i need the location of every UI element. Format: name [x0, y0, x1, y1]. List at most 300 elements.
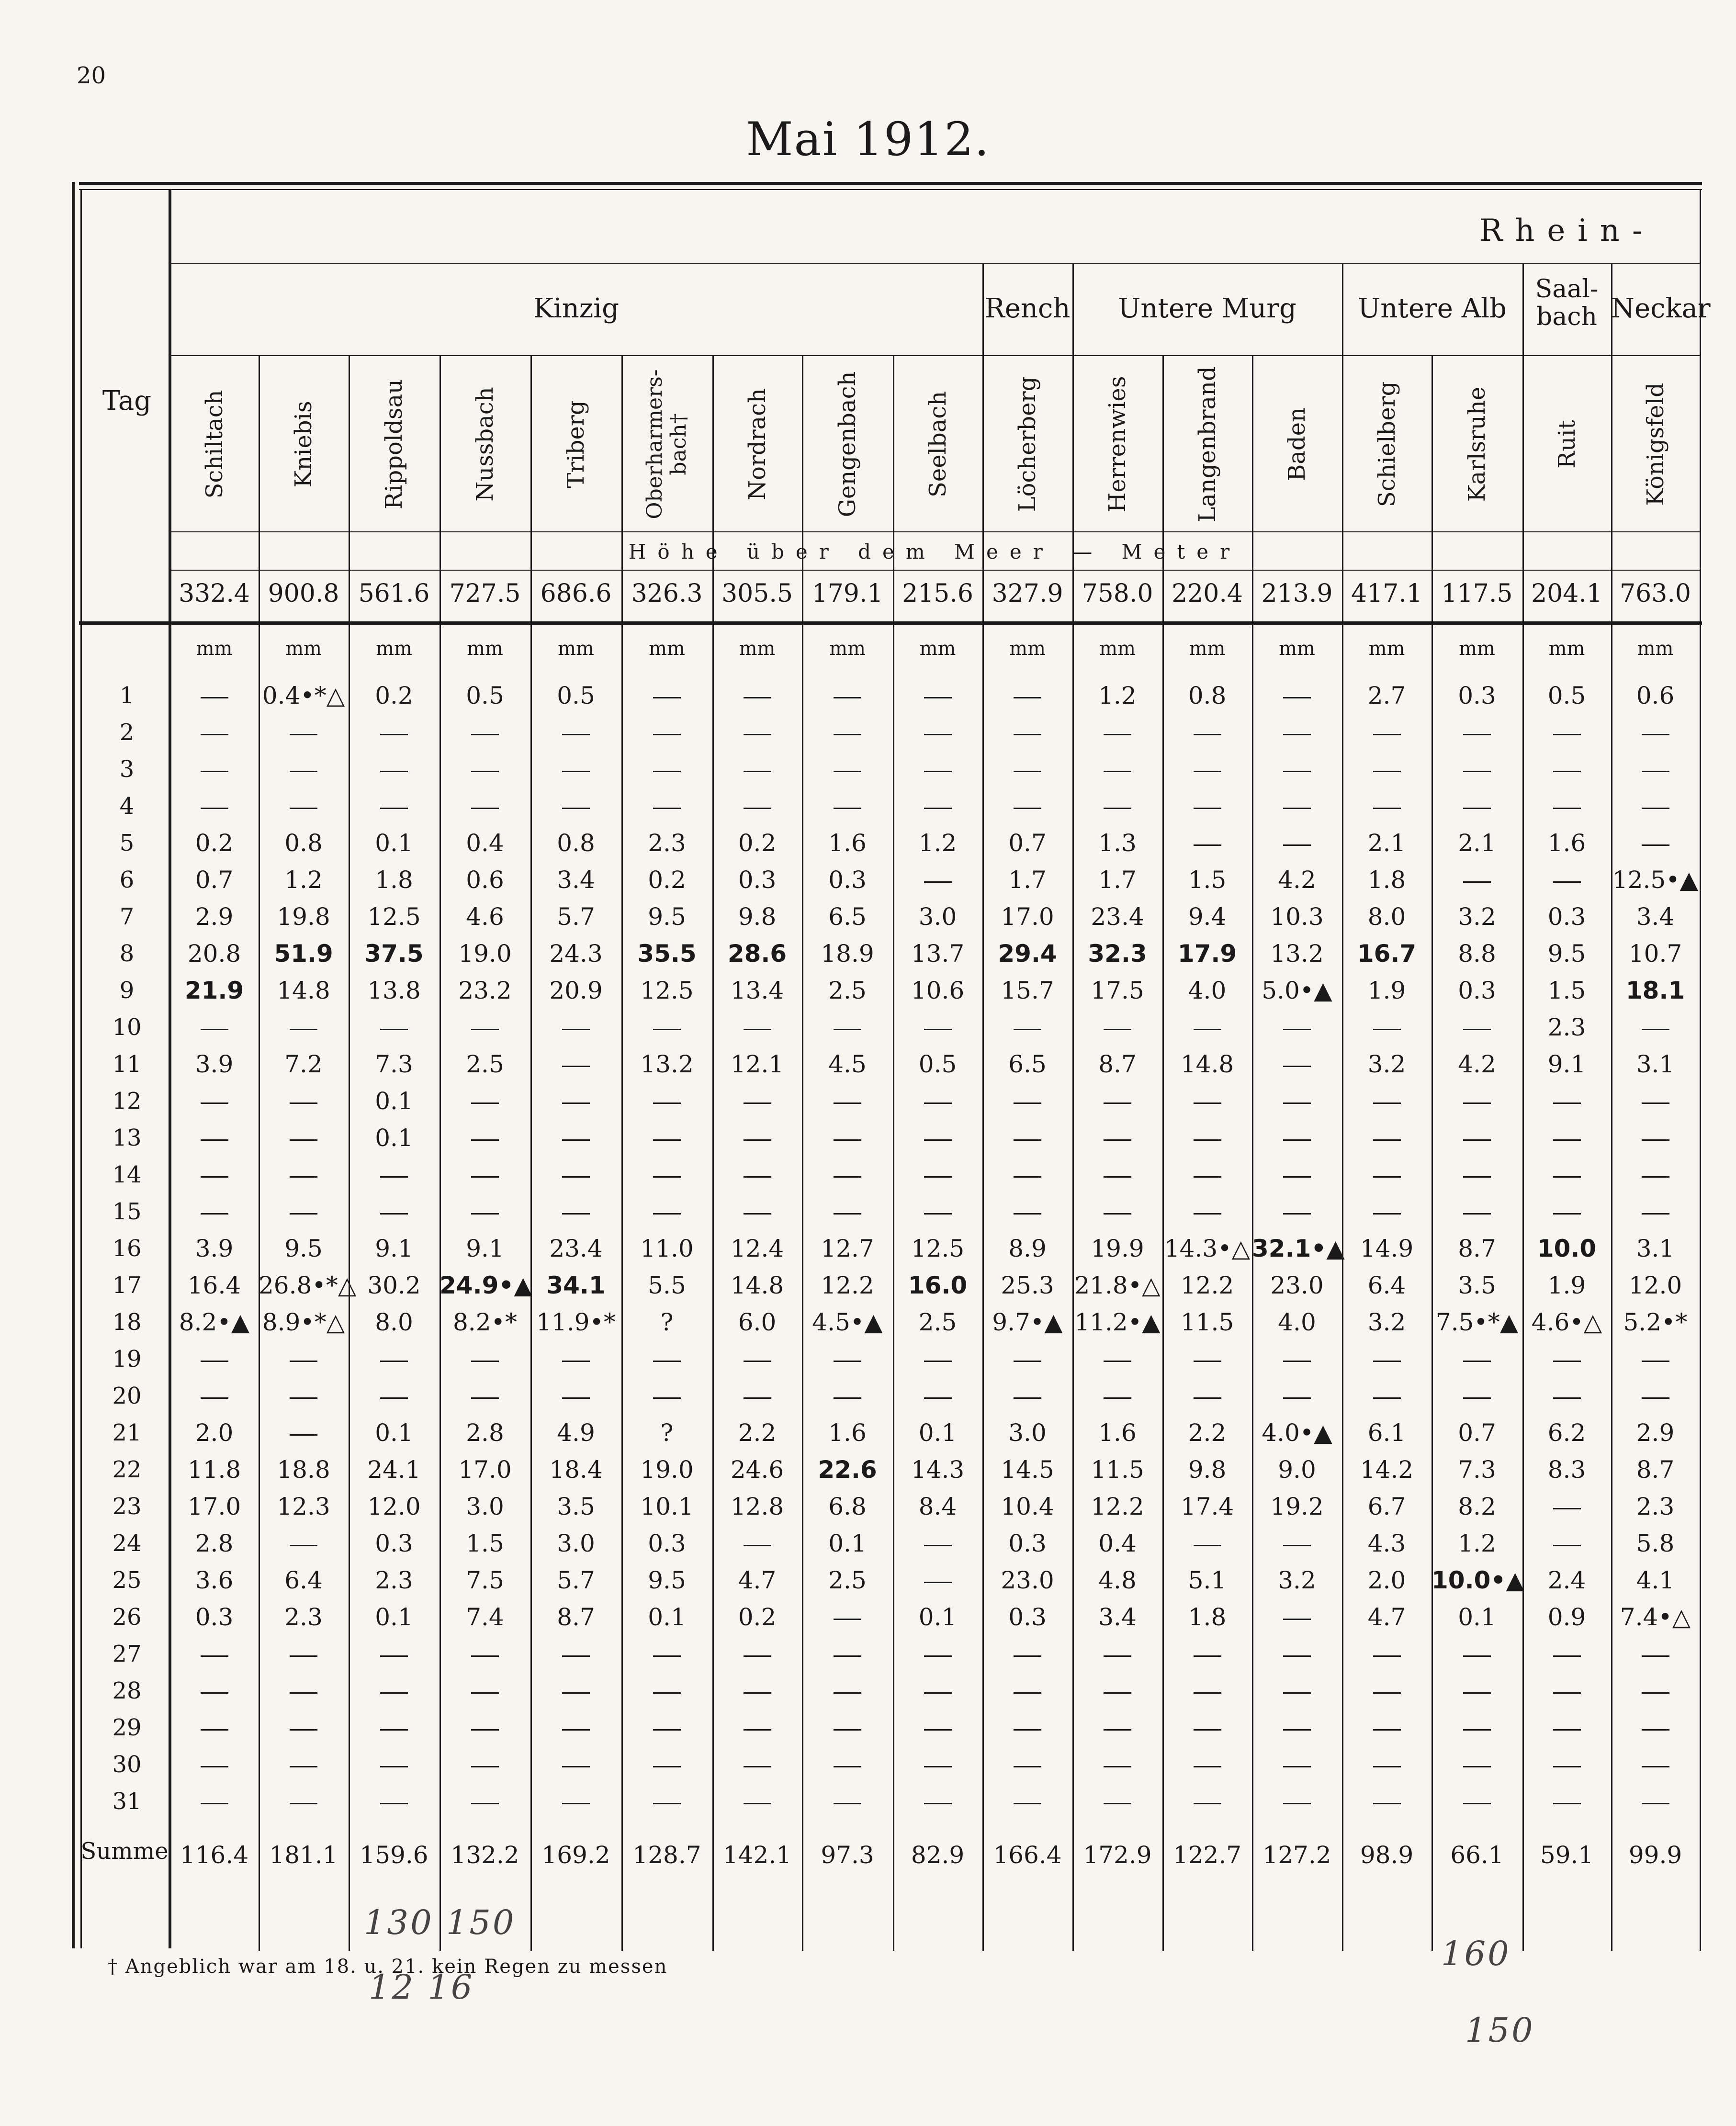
dash-mark [1553, 1766, 1581, 1767]
dash-mark [471, 1655, 499, 1657]
dash-mark [744, 1213, 771, 1215]
day-number: 29 [112, 1714, 142, 1741]
precip-value [1522, 1490, 1611, 1523]
dash-mark [1014, 1397, 1041, 1399]
precip-value: 19.0 [458, 940, 512, 967]
dash-mark [1283, 1066, 1311, 1067]
day-number: 6 [119, 866, 135, 893]
precip-value: 3.0 [557, 1530, 595, 1557]
precip-value: 0.3 [1458, 977, 1496, 1004]
precip-value [1072, 1195, 1162, 1228]
precip-value [1432, 1711, 1522, 1744]
precip-value: 0.1 [375, 1603, 413, 1631]
day-number: 30 [112, 1751, 142, 1778]
precip-value [712, 1527, 802, 1560]
sum-value: 127.2 [1263, 1841, 1331, 1869]
dash-mark [834, 771, 861, 772]
precip-value [982, 1195, 1072, 1228]
precip-value [1611, 1084, 1700, 1118]
precip-value [712, 1011, 802, 1044]
day-number: 22 [112, 1456, 142, 1483]
dash-mark [1283, 1361, 1311, 1362]
precip-value: 0.2 [648, 866, 686, 894]
precip-value: 4.5 [828, 1050, 867, 1078]
precip-value: 22.6 [818, 1456, 877, 1484]
precip-value [530, 1637, 621, 1671]
precip-value: 6.5 [1008, 1050, 1047, 1078]
precip-value: 2.5 [828, 1566, 867, 1594]
station-header [170, 357, 259, 531]
precip-value: 26.8•*△ [259, 1271, 357, 1299]
dash-mark [924, 1361, 952, 1362]
station-header [893, 357, 982, 531]
dash-mark [653, 1803, 681, 1804]
precip-value [1252, 1748, 1342, 1781]
dash-mark [653, 1029, 681, 1030]
precip-value: 12.5 [367, 903, 421, 931]
dash-mark [1463, 1139, 1491, 1141]
header-bottom-rule [79, 621, 1702, 625]
precip-value [893, 789, 982, 823]
dash-mark [562, 1139, 590, 1141]
precip-value [712, 789, 802, 823]
precip-value [712, 679, 802, 712]
precip-value: 17.0 [1001, 903, 1054, 931]
precip-value: 20.8 [187, 940, 241, 967]
precip-value [1611, 1158, 1700, 1192]
dash-mark [744, 771, 771, 772]
precip-value: 23.4 [1091, 903, 1144, 931]
precip-value [349, 1379, 440, 1413]
dash-mark [1463, 1766, 1491, 1767]
precip-value [802, 1674, 893, 1708]
precip-value [982, 1711, 1072, 1744]
unit-label: mm [1368, 638, 1405, 660]
precip-value: 0.1 [375, 829, 413, 857]
dash-mark [653, 697, 681, 698]
precip-value [1432, 716, 1522, 749]
station-header [1342, 357, 1432, 531]
precip-value [712, 753, 802, 786]
precip-value [349, 789, 440, 823]
precip-value: 1.6 [1547, 829, 1586, 857]
precip-value [1252, 1121, 1342, 1155]
precip-value: 24.1 [367, 1456, 421, 1484]
precip-value: 0.6 [1636, 682, 1675, 709]
precip-value: 11.9•* [536, 1308, 616, 1336]
dash-mark [201, 1361, 228, 1362]
precip-value: 14.8 [277, 977, 330, 1004]
precip-value: 1.6 [828, 1419, 867, 1447]
station-header [1162, 357, 1252, 531]
dash-mark [1104, 1397, 1131, 1399]
dash-mark [380, 808, 408, 809]
dash-mark [1014, 1655, 1041, 1657]
dash-mark [1373, 808, 1401, 809]
precip-value [1162, 1637, 1252, 1671]
precip-value [1072, 1084, 1162, 1118]
dash-mark [924, 1655, 952, 1657]
dash-mark [1373, 1729, 1401, 1731]
handwritten-annotation: 12 16 [369, 1968, 474, 2007]
dash-mark [744, 1139, 771, 1141]
precip-value [440, 1195, 530, 1228]
precip-value: 11.5 [1180, 1308, 1234, 1336]
day-number: 13 [112, 1125, 142, 1151]
dash-mark [1014, 1803, 1041, 1804]
station-name: Baden [1284, 407, 1310, 481]
precip-value: 0.2 [738, 829, 777, 857]
precip-value [621, 1379, 712, 1413]
precip-value [170, 753, 259, 786]
precip-value [621, 1158, 712, 1192]
dash-mark [201, 1102, 228, 1104]
precip-value: 6.5 [828, 903, 867, 931]
station-header [1072, 357, 1162, 531]
precip-value [893, 1158, 982, 1192]
precip-value [349, 753, 440, 786]
station-name: Schiltach [201, 389, 228, 499]
precip-value [1252, 1195, 1342, 1228]
header-rule [170, 355, 1700, 356]
precip-value: 8.4 [918, 1493, 957, 1520]
precip-value: 0.3 [738, 866, 777, 894]
precip-value [1342, 1748, 1432, 1781]
dash-mark [1104, 1729, 1131, 1731]
precip-value [893, 1084, 982, 1118]
day-number: 19 [112, 1346, 142, 1372]
precip-value [1162, 1527, 1252, 1560]
dash-mark [1642, 1729, 1669, 1731]
dash-mark [1283, 1766, 1311, 1767]
precip-value: 0.4 [1098, 1530, 1137, 1557]
precip-value: 12.5 [640, 977, 694, 1004]
precip-value [982, 1158, 1072, 1192]
dash-mark [924, 1176, 952, 1178]
precip-value [1432, 789, 1522, 823]
precip-value [440, 1711, 530, 1744]
precip-value [1252, 716, 1342, 749]
precip-value [802, 679, 893, 712]
header-rule [170, 570, 1700, 571]
precip-value: 30.2 [367, 1271, 421, 1299]
dash-mark [290, 1803, 317, 1804]
precip-value: 6.7 [1367, 1493, 1406, 1520]
precip-value: 29.4 [998, 940, 1057, 967]
precip-value [1342, 1379, 1432, 1413]
precip-value [170, 1379, 259, 1413]
station-elevation: 758.0 [1082, 579, 1153, 608]
precip-value [982, 1121, 1072, 1155]
day-number: 7 [119, 903, 135, 930]
precip-value [802, 1711, 893, 1744]
day-number: 9 [119, 977, 135, 1004]
precip-value: 1.5 [1547, 977, 1586, 1004]
precip-value [259, 1637, 349, 1671]
group-header-line: Rench [984, 293, 1071, 324]
dash-mark [834, 1102, 861, 1104]
dash-mark [1014, 1692, 1041, 1694]
dash-mark [1373, 1803, 1401, 1804]
dash-mark [1283, 734, 1311, 735]
precip-value [349, 1637, 440, 1671]
precip-value: 0.1 [648, 1603, 686, 1631]
precip-value [259, 789, 349, 823]
summe-label: Summe [80, 1838, 169, 1865]
precip-value: 0.1 [1458, 1603, 1496, 1631]
dash-mark [924, 808, 952, 809]
dash-mark [1553, 881, 1581, 883]
precip-value [259, 753, 349, 786]
dash-mark [471, 1176, 499, 1178]
station-header [1252, 357, 1342, 531]
precip-value [1162, 1379, 1252, 1413]
dash-mark [1373, 1176, 1401, 1178]
precip-value [712, 1158, 802, 1192]
precip-value [1432, 1637, 1522, 1671]
dash-mark [290, 771, 317, 772]
group-header [1342, 292, 1522, 330]
precip-value [440, 1158, 530, 1192]
precip-value: 32.1•▲ [1252, 1235, 1345, 1262]
group-header-line: Saal- [1535, 275, 1599, 304]
precip-value [440, 1379, 530, 1413]
precip-value [1611, 753, 1700, 786]
precip-value [1432, 1785, 1522, 1818]
unit-label: mm [1548, 638, 1585, 660]
dash-mark [1463, 808, 1491, 809]
precip-value: 8.2•▲ [179, 1308, 250, 1336]
dash-mark [290, 1545, 317, 1546]
precip-value: 18.1 [1625, 977, 1685, 1004]
day-number: 4 [119, 793, 135, 820]
dash-mark [834, 734, 861, 735]
dash-mark [201, 734, 228, 735]
precip-value: 35.5 [637, 940, 697, 967]
dash-mark [744, 1102, 771, 1104]
dash-mark [744, 1029, 771, 1030]
dash-mark [834, 1766, 861, 1767]
dash-mark [1104, 1139, 1131, 1141]
dash-mark [1104, 771, 1131, 772]
dash-mark [924, 1766, 952, 1767]
precip-value: 0.3 [1008, 1530, 1047, 1557]
precip-value: 4.8 [1098, 1566, 1137, 1594]
day-number: 10 [112, 1014, 142, 1041]
precip-value [1432, 863, 1522, 897]
precip-value [1522, 1527, 1611, 1560]
dash-mark [562, 734, 590, 735]
precip-value: 0.5 [1547, 682, 1586, 709]
dash-mark [562, 1655, 590, 1657]
dash-mark [1104, 1766, 1131, 1767]
precip-value [259, 1748, 349, 1781]
precip-value [1252, 1011, 1342, 1044]
station-elevation: 327.9 [992, 579, 1063, 608]
precip-value [259, 1527, 349, 1560]
precip-value [1522, 1342, 1611, 1376]
precip-value: 2.3 [284, 1603, 323, 1631]
dash-mark [1642, 1397, 1669, 1399]
precip-value [1432, 1379, 1522, 1413]
precip-value [802, 1121, 893, 1155]
dash-mark [1642, 734, 1669, 735]
precip-value [621, 1084, 712, 1118]
precip-value [530, 1748, 621, 1781]
dash-mark [653, 1692, 681, 1694]
precip-value: 0.1 [375, 1419, 413, 1447]
dash-mark [1283, 1102, 1311, 1104]
precip-value [1072, 1637, 1162, 1671]
precip-value: 21.8•△ [1074, 1271, 1161, 1299]
precip-value: 2.2 [1188, 1419, 1227, 1447]
dash-mark [1104, 808, 1131, 809]
precip-value [1162, 789, 1252, 823]
precip-value [1522, 1785, 1611, 1818]
precip-value [170, 716, 259, 749]
dash-mark [834, 1692, 861, 1694]
dash-mark [1463, 1029, 1491, 1030]
precip-value [621, 753, 712, 786]
precip-value [982, 1342, 1072, 1376]
dash-mark [380, 1655, 408, 1657]
precip-value: 0.6 [466, 866, 504, 894]
unit-label: mm [196, 638, 233, 660]
precip-value: 0.7 [1458, 1419, 1496, 1447]
precip-value: 17.0 [458, 1456, 512, 1484]
station-elevation: 215.6 [902, 579, 973, 608]
dash-mark [1014, 1102, 1041, 1104]
precip-value: 1.8 [375, 866, 413, 894]
precip-value: 24.3 [549, 940, 603, 967]
precip-value: 17.0 [187, 1493, 241, 1520]
precip-value: 3.6 [195, 1566, 234, 1594]
precip-value [982, 1748, 1072, 1781]
dash-mark [1283, 808, 1311, 809]
dash-mark [744, 734, 771, 735]
station-name: Kniebis [290, 400, 317, 488]
precip-value: 12.2 [821, 1271, 874, 1299]
precip-value [802, 1748, 893, 1781]
dash-mark [924, 1729, 952, 1731]
precip-value [1072, 789, 1162, 823]
precip-value: 1.9 [1547, 1271, 1586, 1299]
precip-value [1342, 1011, 1432, 1044]
station-name: Gengenbach [834, 371, 861, 517]
dash-mark [1283, 1029, 1311, 1030]
precip-value: 7.5•*▲ [1435, 1308, 1519, 1336]
dash-mark [834, 1139, 861, 1141]
precip-value: 16.0 [908, 1271, 968, 1299]
precip-value [170, 789, 259, 823]
precip-value: 8.7 [1098, 1050, 1137, 1078]
sum-value: 142.1 [722, 1841, 792, 1869]
station-elevation: 561.6 [358, 579, 430, 608]
dash-mark [653, 1766, 681, 1767]
precip-value [530, 1785, 621, 1818]
page-number: 20 [77, 62, 106, 89]
day-number: 3 [119, 756, 135, 783]
precip-value [170, 1158, 259, 1192]
dash-mark [1194, 1803, 1221, 1804]
precip-value [1342, 1711, 1432, 1744]
station-header [982, 357, 1072, 531]
precip-value [259, 1785, 349, 1818]
precip-value [1252, 1711, 1342, 1744]
precip-value: 10.3 [1270, 903, 1324, 931]
precip-value [530, 753, 621, 786]
frame-left-inner [80, 189, 82, 1948]
sum-value: 159.6 [360, 1841, 428, 1869]
precip-value: 1.7 [1008, 866, 1047, 894]
precip-value [1522, 789, 1611, 823]
dash-mark [562, 1213, 590, 1215]
precip-value [893, 1748, 982, 1781]
group-header [1611, 292, 1711, 330]
day-number: 11 [112, 1051, 142, 1078]
frame-right [1700, 189, 1701, 1951]
precip-value [1611, 826, 1700, 860]
precip-value: 20.9 [549, 977, 603, 1004]
dash-mark [1194, 1545, 1221, 1546]
precip-value: 24.6 [730, 1456, 784, 1484]
precip-value: 10.0 [1537, 1235, 1597, 1262]
precip-value: 23.2 [458, 977, 512, 1004]
precip-value [1252, 1674, 1342, 1708]
station-name: Schielberg [1373, 381, 1400, 507]
precip-value [712, 1195, 802, 1228]
precip-value [1611, 1637, 1700, 1671]
station-elevation: 900.8 [268, 579, 339, 608]
precip-value: 0.3 [1008, 1603, 1047, 1631]
precip-value [349, 1342, 440, 1376]
precip-value [1162, 1121, 1252, 1155]
precip-value: 1.2 [1458, 1530, 1496, 1557]
precip-value [893, 1195, 982, 1228]
precip-value: 4.2 [1458, 1050, 1496, 1078]
dash-mark [380, 771, 408, 772]
precip-value [349, 1711, 440, 1744]
precip-value [982, 789, 1072, 823]
precip-value: 8.9•*△ [262, 1308, 345, 1336]
precip-value: 1.2 [284, 866, 323, 894]
dash-mark [924, 1692, 952, 1694]
precip-value: 3.4 [1636, 903, 1675, 931]
precip-value: 15.7 [1001, 977, 1054, 1004]
precip-value: 0.5 [918, 1050, 957, 1078]
precip-value [1432, 1674, 1522, 1708]
precip-value [1252, 1342, 1342, 1376]
day-number: 23 [112, 1493, 142, 1520]
sum-value: 98.9 [1360, 1841, 1414, 1869]
precip-value [893, 1637, 982, 1671]
precip-value [712, 1674, 802, 1708]
sum-value: 128.7 [632, 1841, 701, 1869]
dash-mark [562, 771, 590, 772]
precip-value [982, 1785, 1072, 1818]
dash-mark [744, 1692, 771, 1694]
precip-value: 1.8 [1188, 1603, 1227, 1631]
precip-value: 11.8 [187, 1456, 241, 1484]
precip-value [170, 1084, 259, 1118]
unit-label: mm [739, 638, 776, 660]
precip-value [893, 1785, 982, 1818]
precip-value [1162, 1785, 1252, 1818]
dash-mark [834, 697, 861, 698]
dash-mark [562, 1102, 590, 1104]
precip-value: 5.8 [1636, 1530, 1675, 1557]
precip-value [1162, 1084, 1252, 1118]
